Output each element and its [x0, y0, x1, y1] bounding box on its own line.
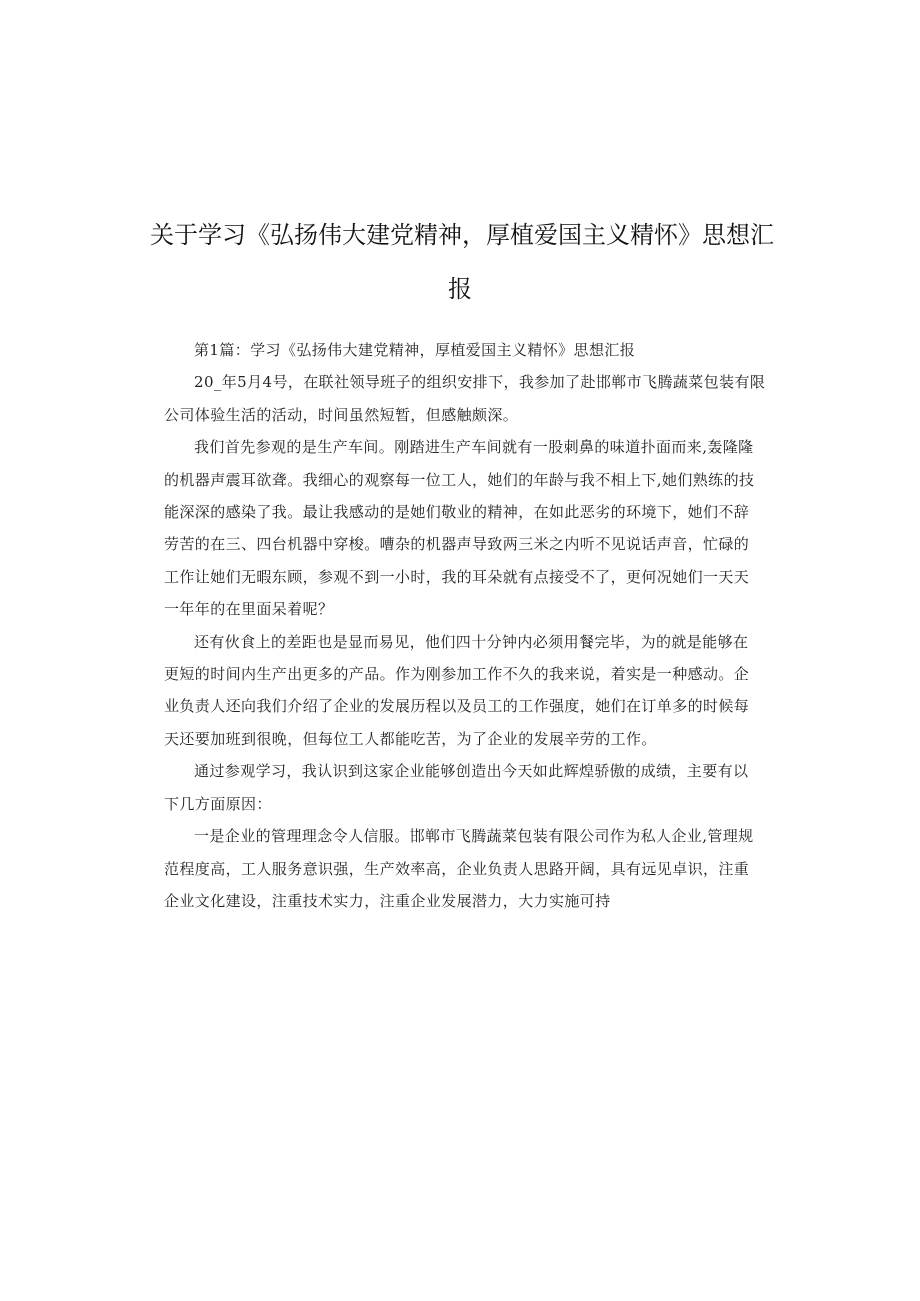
paragraph-line: 通过参观学习，我认识到这家企业能够创造出今天如此辉煌骄傲的成绩，主要有以	[194, 762, 749, 781]
paragraph-6	[164, 820, 764, 917]
paragraph-line: 的机器声震耳欲聋。我细心的观察每一位工人，她们的年龄与我不相上下,她们熟练的技	[164, 470, 755, 489]
document-title-line-1: 关于学习《弘扬伟大建党精神，厚植爱国主义精怀》思想汇	[150, 221, 774, 249]
paragraph-line: 20_年5月4号，在联社领导班子的组织安排下，我参加了赴邯郸市飞腾蔬菜包装有限	[194, 373, 766, 392]
paragraph-line: 劳苦的在三、四台机器中穿梭。嘈杂的机器声导致两三米之内听不见说话声音，忙碌的	[164, 535, 750, 554]
paragraph-line: 企业文化建设，注重技术实力，注重企业发展潜力，大力实施可持	[164, 891, 611, 910]
paragraph-line: 我们首先参观的是生产车间。刚踏进生产车间就有一股刺鼻的味道扑面而来,轰隆隆	[194, 438, 754, 457]
paragraph-4	[164, 626, 764, 756]
paragraph-line: 第1篇：学习《弘扬伟大建党精神，厚植爱国主义精怀》思想汇报	[194, 341, 636, 359]
paragraph-line: 一是企业的管理理念令人信服。邯郸市飞腾蔬菜包装有限公司作为私人企业,管理规	[194, 827, 754, 846]
paragraph-2	[164, 366, 764, 431]
paragraph-line: 业负责人还向我们介绍了企业的发展历程以及员工的工作强度，她们在订单多的时候每	[164, 697, 750, 716]
paragraph-line: 工作让她们无暇东顾，参观不到一小时，我的耳朵就有点接受不了，更何况她们一天天	[164, 567, 750, 586]
paragraph-line: 下几方面原因：	[164, 794, 272, 813]
paragraph-1	[164, 334, 764, 366]
paragraph-line: 一年年的在里面呆着呢？	[164, 600, 334, 619]
paragraph-line: 范程度高，工人服务意识强，生产效率高，企业负责人思路开阔，具有远见卓识，注重	[164, 859, 750, 878]
document-title-line-2: 报	[448, 275, 472, 303]
paragraph-line: 能深深的感染了我。最让我感动的是她们敬业的精神，在如此恶劣的环境下，她们不辞	[164, 503, 750, 522]
paragraph-line: 还有伙食上的差距也是显而易见，他们四十分钟内必须用餐完毕，为的就是能够在	[194, 632, 749, 651]
paragraph-3	[164, 431, 764, 625]
document-body	[164, 334, 764, 917]
paragraph-5	[164, 755, 764, 820]
paragraph-line: 更短的时间内生产出更多的产品。作为刚参加工作不久的我来说，着实是一种感动。企	[164, 665, 750, 684]
paragraph-line: 天还要加班到很晚，但每位工人都能吃苦，为了企业的发展辛劳的工作。	[164, 729, 657, 748]
paragraph-line: 公司体验生活的活动，时间虽然短暂，但感触颇深。	[164, 405, 519, 424]
